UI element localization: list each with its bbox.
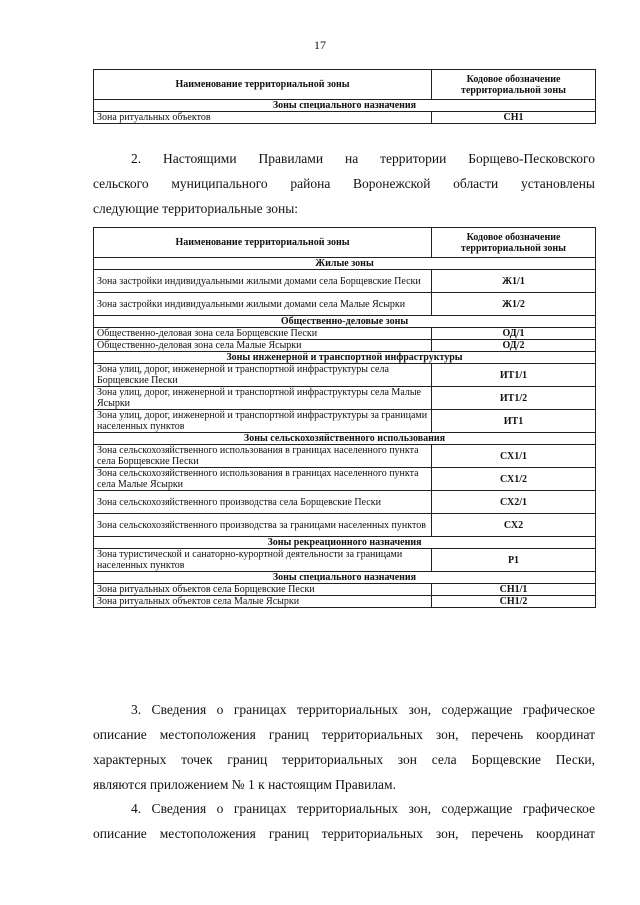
table-row [94, 293, 596, 316]
zone-name: Зона улиц, дорог, инженерной и транспортной инфраструктуры села Борщевские Пески [94, 364, 432, 387]
zone-code: ИТ1/1 [432, 364, 596, 387]
table-row [94, 387, 596, 410]
zone-code: СН1/2 [432, 596, 596, 608]
zone-code: ОД/2 [432, 340, 596, 352]
paragraph-line: 2. Настоящими Правилами на территории Борщево-Песковского [131, 151, 595, 166]
group-title: Зоны сельскохозяйственного использования [94, 433, 596, 445]
table-row [94, 328, 596, 340]
zone-code: ИТ1 [432, 410, 596, 433]
zone-code: ОД/1 [432, 328, 596, 340]
group-title: Зоны инженерной и транспортной инфраструктуры [94, 352, 596, 364]
zone-code: СХ1/2 [432, 468, 596, 491]
header-zone-name: Наименование территориальной зоны [94, 228, 432, 258]
table-row [94, 364, 596, 387]
paragraph-line: характерных точек границ территориальных зон села Борщевские Пески, [93, 752, 595, 767]
zone-name: Зона улиц, дорог, инженерной и транспортной инфраструктуры за границами населенных пунктов [94, 410, 432, 433]
table-row [94, 549, 596, 572]
table-header-row [94, 70, 596, 100]
header-zone-code: Кодовое обозначение территориальной зоны [432, 70, 596, 100]
zone-name: Зона улиц, дорог, инженерной и транспортной инфраструктуры села Малые Ясырки [94, 387, 432, 410]
table-group-row [94, 258, 596, 270]
zone-code: ИТ1/2 [432, 387, 596, 410]
table-group-row [94, 100, 596, 112]
zone-table-header-excerpt [93, 69, 596, 124]
table-row [94, 340, 596, 352]
paragraph-line: описание местоположения границ территориальных зон, перечень координат [93, 727, 595, 742]
paragraph-line: сельского муниципального района Воронежской области установлены [93, 176, 595, 191]
group-title: Зоны специального назначения [94, 100, 596, 112]
paragraph-line: следующие территориальные зоны: [93, 201, 299, 216]
zone-code: Р1 [432, 549, 596, 572]
table-group-row [94, 316, 596, 328]
zone-name: Зона застройки индивидуальными жилыми домами села Борщевские Пески [94, 270, 432, 293]
zone-name: Общественно-деловая зона села Борщевские Пески [94, 328, 432, 340]
paragraph-4 [93, 796, 595, 846]
zone-code: Ж1/2 [432, 293, 596, 316]
table-row [94, 468, 596, 491]
table-group-row [94, 433, 596, 445]
paragraph-line: 4. Сведения о границах территориальных зон, содержащие графическое [131, 801, 595, 816]
zone-code: СН1/1 [432, 584, 596, 596]
zone-name: Зона ритуальных объектов [94, 112, 432, 124]
table-row [94, 112, 596, 124]
table-row [94, 584, 596, 596]
group-title: Жилые зоны [94, 258, 596, 270]
page-number: 17 [314, 38, 326, 52]
zone-name: Зона ритуальных объектов села Малые Ясырки [94, 596, 432, 608]
table-group-row [94, 572, 596, 584]
table-row [94, 514, 596, 537]
zone-name: Зона сельскохозяйственного использования в границах населенного пункта села Малые Ясырки [94, 468, 432, 491]
zone-name: Зона сельскохозяйственного использования в границах населенного пункта села Борщевские Пески [94, 445, 432, 468]
zone-name: Зона ритуальных объектов села Борщевские Пески [94, 584, 432, 596]
group-title: Зоны специального назначения [94, 572, 596, 584]
paragraph-3 [93, 697, 595, 797]
zone-name: Зона сельскохозяйственного производства за границами населенных пунктов [94, 514, 432, 537]
table-row [94, 596, 596, 608]
paragraph-line: описание местоположения границ территориальных зон, перечень координат [93, 826, 595, 841]
table-row [94, 270, 596, 293]
table-row [94, 491, 596, 514]
table-header-row [94, 228, 596, 258]
header-zone-name: Наименование территориальной зоны [94, 70, 432, 100]
zone-code: Ж1/1 [432, 270, 596, 293]
zone-name: Зона застройки индивидуальными жилыми домами села Малые Ясырки [94, 293, 432, 316]
group-title: Зоны рекреационного назначения [94, 537, 596, 549]
table-group-row [94, 537, 596, 549]
zone-name: Зона туристической и санаторно-курортной деятельности за границами населенных пунктов [94, 549, 432, 572]
table-row [94, 410, 596, 433]
zone-code: СН1 [432, 112, 596, 124]
zone-name: Зона сельскохозяйственного производства села Борщевские Пески [94, 491, 432, 514]
zone-code: СХ2/1 [432, 491, 596, 514]
header-zone-code: Кодовое обозначение территориальной зоны [432, 228, 596, 258]
paragraph-2 [93, 146, 595, 221]
zone-code: СХ1/1 [432, 445, 596, 468]
table-row [94, 445, 596, 468]
paragraph-line: являются приложением № 1 к настоящим Правилам. [93, 777, 396, 792]
zone-name: Общественно-деловая зона села Малые Ясырки [94, 340, 432, 352]
zone-code: СХ2 [432, 514, 596, 537]
paragraph-line: 3. Сведения о границах территориальных зон, содержащие графическое [131, 702, 595, 717]
territorial-zones-table [93, 227, 596, 608]
table-group-row [94, 352, 596, 364]
group-title: Общественно-деловые зоны [94, 316, 596, 328]
